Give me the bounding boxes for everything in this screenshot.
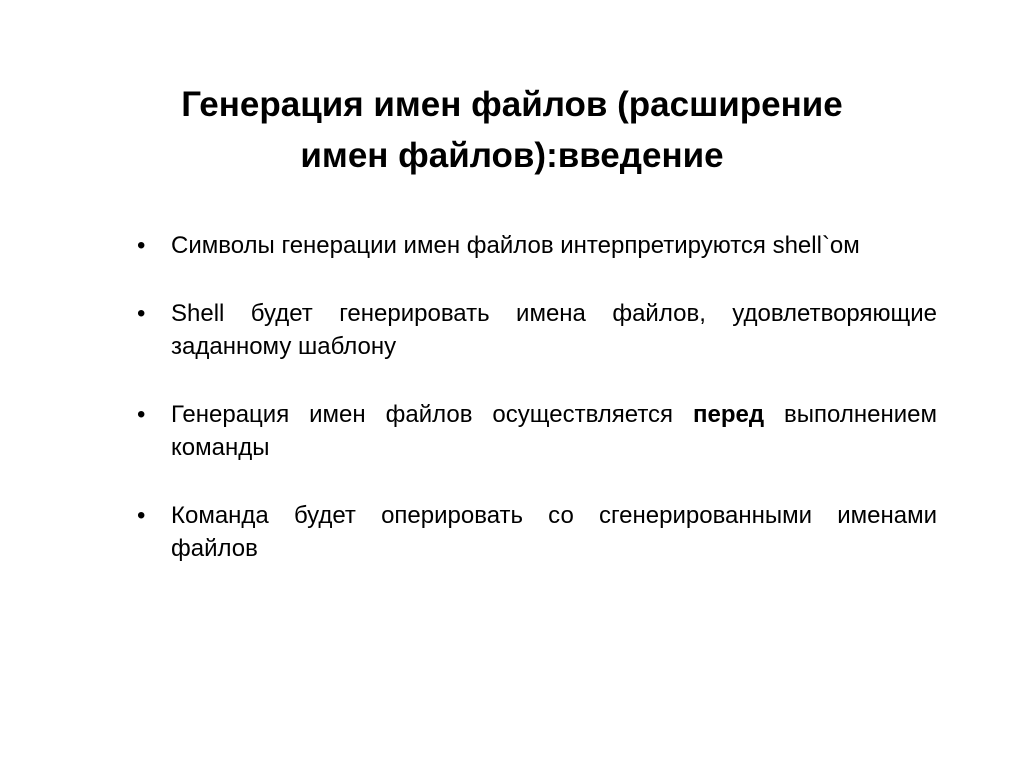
bullet-icon: • — [137, 300, 146, 327]
bullet-icon: • — [137, 502, 146, 529]
slide-title-line-2: имен файлов):введение — [300, 136, 724, 175]
bullet-icon: • — [137, 401, 146, 428]
bullet-text-3-after: выполнением команды — [171, 401, 937, 461]
bullet-item-4 — [137, 499, 937, 565]
slide-title — [80, 79, 944, 181]
bullet-item-3 — [137, 398, 937, 464]
bullet-list — [137, 229, 937, 565]
bullet-icon: • — [137, 232, 146, 259]
bullet-text-3-before: Генерация имен файлов осуществляется — [171, 401, 694, 428]
bullet-text-1: Символы генерации имен файлов интерпретируются shell`ом — [171, 232, 860, 259]
bullet-text-3-bold: перед — [693, 401, 765, 428]
bullet-text-2: Shell будет генерировать имена файлов, удовлетворяющие заданному шаблону — [171, 300, 937, 360]
bullet-text-4: Команда будет оперировать со сгенерированными именами файлов — [171, 502, 937, 562]
bullet-item-2 — [137, 297, 937, 363]
bullet-item-1 — [137, 229, 937, 262]
slide-title-line-1: Генерация имен файлов (расширение — [181, 85, 843, 124]
